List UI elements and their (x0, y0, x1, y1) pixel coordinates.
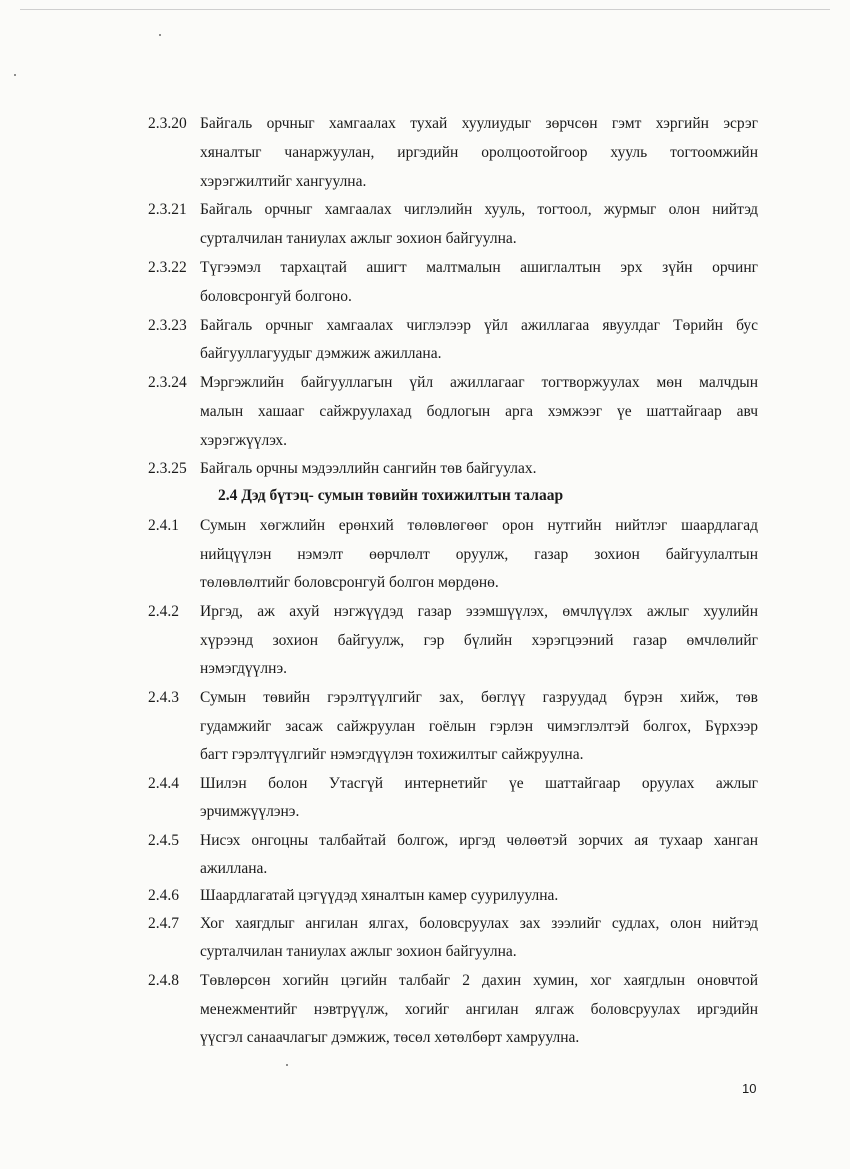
item-number: 2.4.1 (148, 517, 179, 534)
item-text-line: Сумын хөгжлийн ерөнхий төлөвлөгөөг орон нутгийн нийтлэг шаардлагад (200, 517, 758, 534)
item-number: 2.3.24 (148, 374, 187, 391)
item-text-line: Шаардлагатай цэгүүдэд хяналтын камер суурилуулна. (200, 887, 559, 904)
item-number: 2.4.2 (148, 603, 179, 620)
item-text-line: ажиллана. (200, 860, 268, 877)
item-number: 2.4.5 (148, 832, 179, 849)
item-text-line: хэрэгжилтийг хангуулна. (200, 173, 367, 190)
section-heading: 2.4 Дэд бүтэц- сумын төвийн тохижилтын талаар (218, 487, 564, 504)
item-number: 2.4.3 (148, 689, 179, 706)
item-text-line: төлөвлөлтийг боловсронгуй болгон мөрдөнө. (200, 574, 499, 591)
item-text-line: хяналтыг чанаржуулан, иргэдийн оролцоотойгоор хууль тогтоомжийн (200, 144, 758, 161)
item-text-line: эрчимжүүлэнэ. (200, 803, 300, 820)
item-text-line: багт гэрэлтүүлгийг нэмэгдүүлэн тохижилтыг сайжруулна. (200, 746, 584, 763)
item-number: 2.3.25 (148, 460, 187, 477)
item-number: 2.3.21 (148, 201, 187, 218)
item-number: 2.3.20 (148, 115, 187, 132)
item-number: 2.3.23 (148, 317, 187, 334)
item-text-line: сурталчилан таниулах ажлыг зохион байгуулна. (200, 230, 517, 247)
item-text-line: нэмэгдүүлнэ. (200, 660, 287, 677)
item-text-line: Байгаль орчныг хамгаалах чиглэлийн хууль, тогтоол, журмыг олон нийтэд (200, 201, 758, 218)
item-text-line: Төвлөрсөн хогийн цэгийн талбайг 2 дахин хумин, хог хаягдлын оновчтой (200, 972, 758, 989)
item-text-line: Түгээмэл тархацтай ашигт малтмалын ашиглалтын эрх зүйн орчинг (200, 259, 758, 276)
item-text-line: үүсгэл санаачлагыг дэмжиж, төсөл хөтөлбөрт хамруулна. (200, 1029, 580, 1046)
item-text-line: Байгаль орчны мэдээллийн сангийн төв байгуулах. (200, 460, 537, 477)
item-text-line: боловсронгуй болгоно. (200, 288, 352, 305)
item-text-line: менежментийг нэвтрүүлж, хогийг ангилан ялгаж боловсруулах иргэдийн (200, 1001, 758, 1018)
item-text-line: Мэргэжлийн байгууллагын үйл ажиллагааг тогтворжуулах мөн малчдын (200, 374, 758, 391)
item-number: 2.4.4 (148, 775, 179, 792)
item-text-line: Нисэх онгоцны талбайтай болгож, иргэд чөлөөтэй зорчих ая тухаар ханган (200, 832, 758, 849)
item-text-line: малын хашааг сайжруулахад бодлогын арга хэмжээг үе шаттайгаар авч (200, 403, 758, 420)
item-text-line: Шилэн болон Утасгүй интернетийг үе шаттайгаар оруулах ажлыг (200, 775, 758, 792)
item-text-line: хүрээнд зохион байгуулж, гэр бүлийн хэрэгцээний газар өмчлөлийг (200, 632, 758, 649)
item-text-line: Байгаль орчныг хамгаалах тухай хуулиудыг зөрчсөн гэмт хэргийн эсрэг (200, 115, 758, 132)
item-number: 2.3.22 (148, 259, 187, 276)
item-text-line: нийцүүлэн нэмэлт өөрчлөлт оруулж, газар зохион байгуулалтын (200, 546, 758, 563)
item-number: 2.4.8 (148, 972, 179, 989)
item-text-line: Байгаль орчныг хамгаалах чиглэлээр үйл ажиллагаа явуулдаг Төрийн бус (200, 317, 758, 334)
item-number: 2.4.6 (148, 887, 179, 904)
item-text-line: Сумын төвийн гэрэлтүүлгийг зах, бөглүү газруудад бүрэн хийж, төв (200, 689, 758, 706)
item-text-line: хэрэгжүүлэх. (200, 432, 287, 449)
item-text-line: гудамжийг засаж сайжруулан гоёлын гэрлэн чимэглэлтэй болгох, Бүрхээр (200, 718, 758, 735)
item-text-line: Хог хаягдлыг ангилан ялгах, боловсруулах зах зээлийг судлах, олон нийтэд (200, 915, 758, 932)
item-text-line: Иргэд, аж ахуй нэгжүүдэд газар эзэмшүүлэх, өмчлүүлэх ажлыг хуулийн (200, 603, 758, 620)
item-text-line: байгууллагуудыг дэмжиж ажиллана. (200, 345, 442, 362)
item-number: 2.4.7 (148, 915, 179, 932)
item-text-line: сурталчилан таниулах ажлыг зохион байгуулна. (200, 943, 517, 960)
page-number: 10 (742, 1081, 757, 1096)
